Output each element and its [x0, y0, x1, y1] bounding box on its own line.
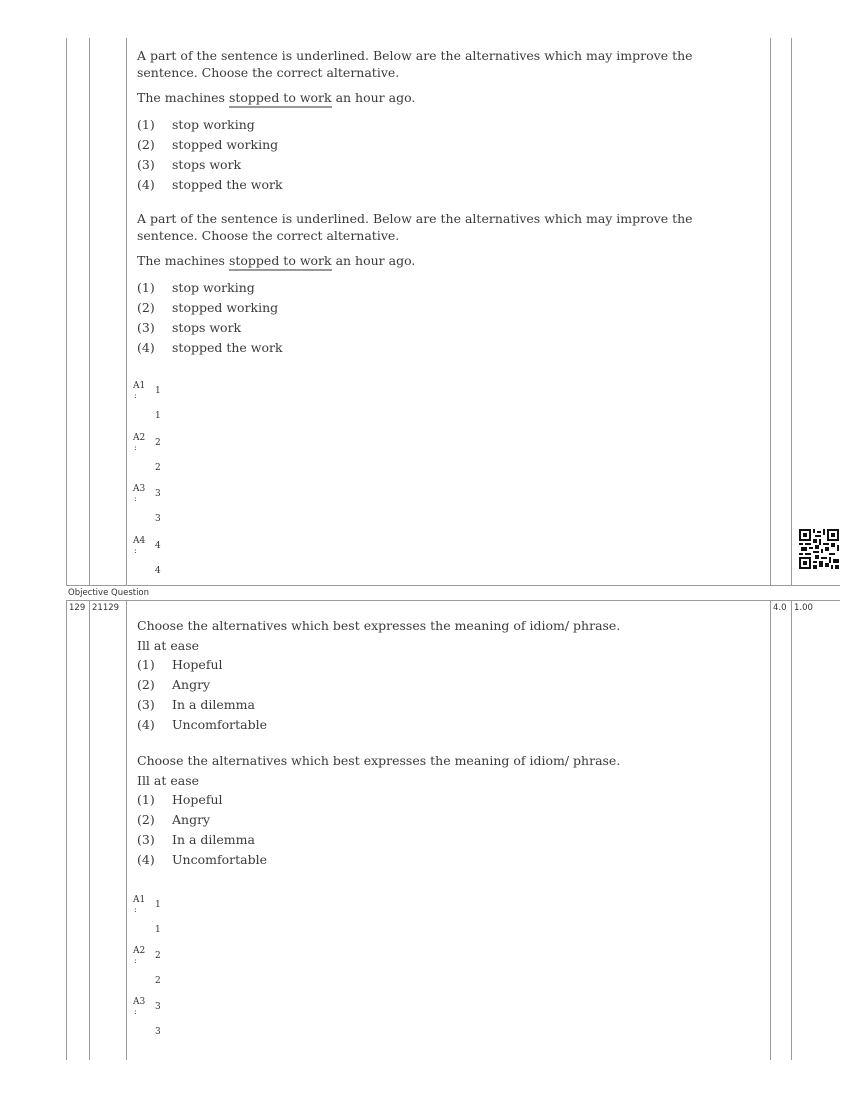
- option-item: (2) stopped working: [137, 137, 279, 152]
- underlined-phrase: stopped to work: [229, 253, 332, 271]
- row-serial-number: 129: [69, 603, 86, 613]
- question-block-1-copy: [137, 210, 757, 358]
- question-instruction: A part of the sentence is underlined. Below are the alternatives which may improve the sentence. Choose the correct alternative.: [137, 211, 693, 243]
- table-border-col1: [89, 600, 90, 1060]
- underlined-phrase: stopped to work: [229, 90, 332, 108]
- question-instruction: Choose the alternatives which best expresses the meaning of idiom/ phrase.: [137, 618, 621, 633]
- table-row-divider: [66, 600, 840, 601]
- option-item: (4) Uncomfortable: [137, 852, 267, 867]
- table-border-col4: [791, 600, 792, 1060]
- option-list: [137, 278, 757, 358]
- section-label: Objective Question: [68, 588, 150, 598]
- option-item: (1) stop working: [137, 117, 255, 132]
- option-item: (4) Uncomfortable: [137, 717, 267, 732]
- question-instruction: A part of the sentence is underlined. Below are the alternatives which may improve the sentence. Choose the correct alternative.: [137, 48, 693, 80]
- question-block-2: [137, 617, 757, 735]
- option-item: (1) Hopeful: [137, 792, 223, 807]
- option-item: (3) In a dilemma: [137, 832, 255, 847]
- table-border-col3: [770, 38, 771, 586]
- table-border-left: [66, 600, 67, 1060]
- question-block-1: [137, 47, 757, 195]
- option-item: (3) In a dilemma: [137, 697, 255, 712]
- table-row-divider: [66, 585, 840, 586]
- option-item: (4) stopped the work: [137, 340, 283, 355]
- question-sentence: The machines stopped to work an hour ago.: [137, 89, 757, 106]
- option-list: [137, 115, 757, 195]
- table-border-col2: [126, 600, 127, 1060]
- idiom-phrase: Ill at ease: [137, 773, 200, 788]
- option-item: (1) stop working: [137, 280, 255, 295]
- option-item: (2) stopped working: [137, 300, 279, 315]
- table-border-col3: [770, 600, 771, 1060]
- option-item: (3) stops work: [137, 320, 242, 335]
- table-border-left: [66, 38, 67, 586]
- option-list: [137, 790, 757, 870]
- option-item: (1) Hopeful: [137, 657, 223, 672]
- negative-marks: 1.00: [794, 603, 813, 613]
- option-list: [137, 655, 757, 735]
- qr-code-icon: [799, 529, 839, 569]
- option-item: (2) Angry: [137, 812, 211, 827]
- question-marks: 4.0: [773, 603, 787, 613]
- table-border-col4: [791, 38, 792, 586]
- table-border-col2: [126, 38, 127, 586]
- question-id: 21129: [92, 603, 120, 613]
- option-item: (2) Angry: [137, 677, 211, 692]
- question-instruction: Choose the alternatives which best expresses the meaning of idiom/ phrase.: [137, 753, 621, 768]
- idiom-phrase: Ill at ease: [137, 638, 200, 653]
- question-sentence: The machines stopped to work an hour ago.: [137, 252, 757, 269]
- option-item: (4) stopped the work: [137, 177, 283, 192]
- question-block-2-copy: [137, 752, 757, 870]
- option-item: (3) stops work: [137, 157, 242, 172]
- table-border-col1: [89, 38, 90, 586]
